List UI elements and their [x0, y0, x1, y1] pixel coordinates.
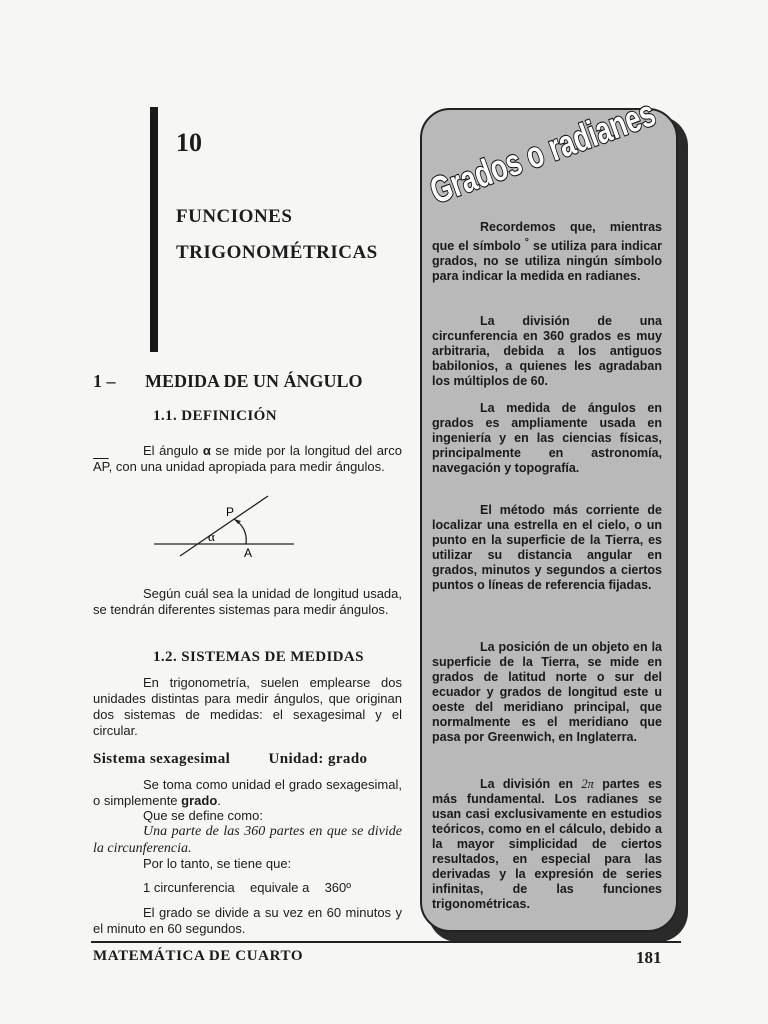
text: 360º — [324, 880, 352, 895]
subsection-heading-sistemas: 1.2. SISTEMAS DE MEDIDAS — [153, 649, 364, 665]
figure-arc — [234, 519, 246, 544]
angle-figure — [150, 492, 300, 562]
text: La división de una circunferencia en 360 grados es muy arbitraria, debida a los antiguos babilonios, a quienes les agradaban los múltiplos de 60. — [432, 314, 662, 388]
figure-label-p: P — [226, 505, 235, 519]
alpha-symbol: α — [202, 443, 211, 458]
sidebar-title-text: Grados o radianes — [424, 61, 745, 212]
section-number: 1 – — [93, 371, 116, 391]
page-number: 181 — [636, 948, 662, 967]
sexagesimal-paragraph — [93, 777, 402, 809]
figure-label-alpha: α — [208, 529, 215, 544]
sidebar-paragraph-1 — [432, 220, 662, 284]
text: , con una unidad apropiada para medir ángulos. — [108, 459, 385, 474]
systems-paragraph — [93, 675, 402, 739]
text: En trigonometría, suelen emplearse dos unidades distintas para medir ángulos, que originan dos sistemas de medidas: el sexagesimal y el circular. — [93, 675, 402, 738]
sexagesimal-heading-left: Sistema sexagesimal — [93, 751, 231, 767]
text: El ángulo — [143, 443, 199, 458]
section-heading — [93, 371, 363, 392]
text: El grado se divide a su vez en 60 minutos y el minuto en 60 segundos. — [93, 905, 402, 936]
text: La división en — [480, 777, 574, 791]
definition-italic — [93, 823, 402, 857]
chapter-number: 10 — [176, 128, 202, 157]
text: Una parte de las 360 partes en que se divide la circunferencia. — [93, 824, 402, 856]
footer-rule — [91, 941, 681, 943]
text: Recordemos que, mientras que el símbolo — [432, 220, 662, 254]
sexagesimal-heading — [93, 751, 367, 768]
sidebar-paragraph-4 — [432, 503, 662, 593]
text: . — [217, 793, 221, 808]
equivalence-line — [143, 880, 402, 896]
degree-symbol: ° — [524, 237, 529, 248]
minutes-paragraph — [93, 905, 402, 937]
definition-intro: Que se define como: — [143, 808, 263, 823]
grado-bold: grado — [181, 793, 218, 808]
chapter-title-line2: TRIGONOMÉTRICAS — [176, 242, 378, 263]
text: equivale a — [250, 880, 310, 895]
sidebar-paragraph-3 — [432, 401, 662, 476]
text: se mide por la longitud del arco — [215, 443, 402, 458]
section-title: MEDIDA DE UN ÁNGULO — [145, 371, 363, 391]
text: partes es más fundamental. Los radianes se usan casi exclusivamente en estudios teóricos, como en el cálculo, debido a la mayor simplicidad de ciertos resultados, en especial para las derivadas y la expresión de series infinitas, de las funciones trigonométricas. — [432, 777, 662, 911]
sexagesimal-heading-right: Unidad: grado — [268, 751, 368, 767]
text: Según cuál sea la unidad de longitud usada, se tendrán diferentes sistemas para medir ángulos. — [93, 586, 402, 617]
sidebar-paragraph-6 — [432, 777, 662, 912]
two-pi: 2π — [581, 777, 594, 791]
sidebar-paragraph-2 — [432, 314, 662, 389]
definition-paragraph — [93, 443, 402, 475]
arc-ap: $\overline{AP}$ — [93, 459, 109, 474]
figure-label-a: A — [244, 546, 253, 560]
sidebar-title — [424, 61, 745, 222]
sidebar-paragraph-5 — [432, 640, 662, 745]
figure-oblique-ray — [180, 496, 268, 556]
footer-book-title: MATEMÁTICA DE CUARTO — [93, 948, 304, 964]
text: 1 circunferencia — [143, 880, 235, 895]
text: El método más corriente de localizar una estrella en el cielo, o un punto en la superficie de la Tierra, es utilizar su distancia angular en grados, minutos y segundos a ciertos puntos o líneas de referencia fijadas. — [432, 503, 662, 592]
text: La posición de un objeto en la superficie de la Tierra, se mide en grados de latitud norte o sur del ecuador y grados de longitud este u oeste del meridiano principal, que normalmente es el meridiano que pasa por Greenwich, en Inglaterra. — [432, 640, 662, 744]
units-paragraph — [93, 586, 402, 618]
text: La medida de ángulos en grados es ampliamente usada en ingeniería y en las ciencias físicas, principalmente en astronomía, navegación y topografía. — [432, 401, 662, 475]
subsection-heading-definicion: 1.1. DEFINICIÓN — [153, 408, 277, 424]
chapter-title-line1: FUNCIONES — [176, 206, 293, 227]
therefore-text: Por lo tanto, se tiene que: — [143, 856, 292, 871]
text: Se toma como unidad el grado sexagesimal, o simplemente — [93, 777, 402, 808]
text: se utiliza para indicar grados, no se utiliza ningún símbolo para indicar la medida en radianes. — [432, 239, 662, 284]
chapter-bar — [150, 107, 158, 352]
